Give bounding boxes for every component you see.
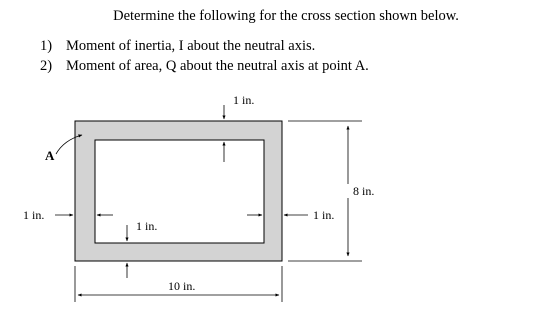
left-web-dim-label: 1 in. bbox=[23, 208, 45, 222]
question-1-number: 1) bbox=[40, 38, 53, 54]
inner-hollow bbox=[95, 140, 264, 243]
point-a-label: A bbox=[45, 148, 55, 163]
top-flange-dim-label: 1 in. bbox=[233, 93, 255, 107]
width-dim-label: 10 in. bbox=[168, 279, 196, 293]
question-2-number: 2) bbox=[40, 58, 53, 74]
height-dim-label: 8 in. bbox=[353, 184, 375, 198]
bottom-flange-dim-label: 1 in. bbox=[136, 219, 158, 233]
question-1-text: Moment of inertia, I about the neutral axis. bbox=[66, 38, 316, 54]
right-web-dim-label: 1 in. bbox=[313, 208, 335, 222]
question-2-text: Moment of area, Q about the neutral axis at point A. bbox=[66, 58, 369, 74]
problem-title: Determine the following for the cross section shown below. bbox=[113, 8, 459, 24]
